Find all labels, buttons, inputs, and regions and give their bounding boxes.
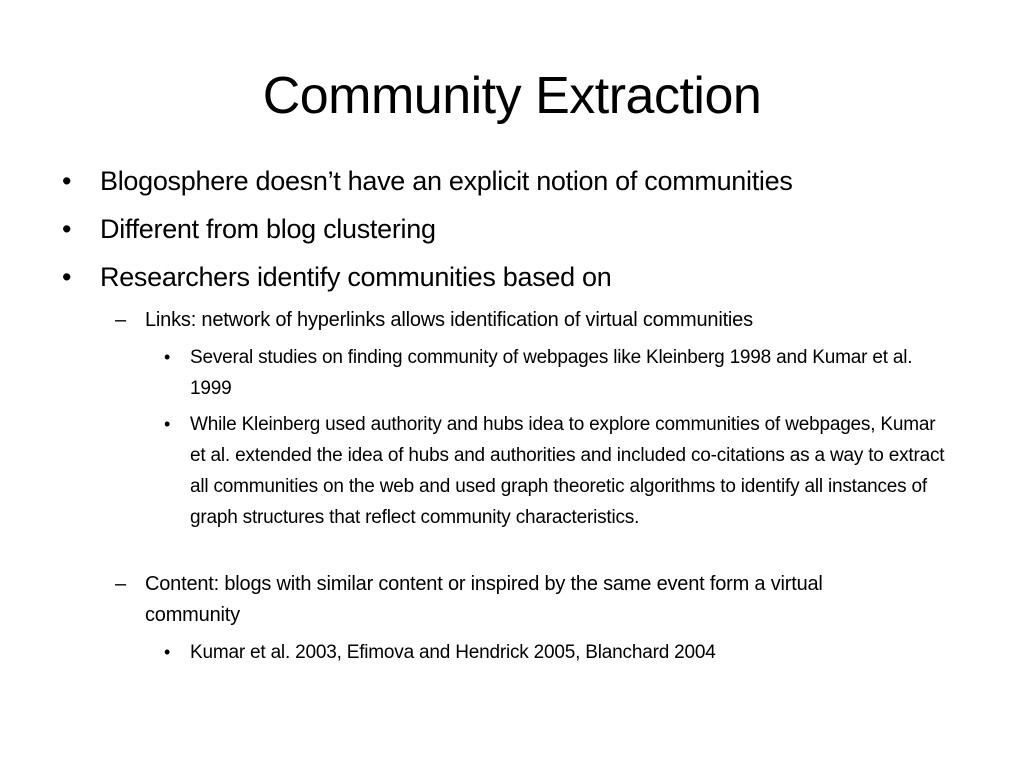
- bullet-marker: •: [164, 414, 171, 434]
- bullet-text: Researchers identify communities based on: [100, 262, 612, 292]
- sub-sub-bullet: [164, 637, 954, 668]
- sub-bullet-text: Content: blogs with similar content or inspired by the same event form a virtual community: [145, 573, 823, 626]
- sub-sub-bullet-text: Kumar et al. 2003, Efimova and Hendrick 2005, Blanchard 2004: [190, 642, 716, 663]
- bullet-marker: •: [62, 262, 72, 292]
- sub-sub-bullet-text: Several studies on finding community of webpages like Kleinberg 1998 and Kumar et al. 1999: [190, 347, 913, 399]
- bullet-item: [62, 157, 982, 205]
- dash-marker: –: [115, 309, 127, 331]
- dash-marker: –: [115, 573, 127, 595]
- bullet-marker: •: [62, 166, 72, 196]
- bullet-marker: •: [62, 214, 72, 244]
- sub-bullet-links: [115, 305, 975, 336]
- sub-sub-bullet: [164, 342, 954, 404]
- sub-bullet-text: Links: network of hyperlinks allows identification of virtual communities: [145, 309, 753, 331]
- sub-sub-bullet: [164, 409, 954, 533]
- bullet-item: [62, 253, 982, 301]
- bullet-marker: •: [164, 347, 171, 367]
- bullet-marker: •: [164, 642, 171, 662]
- bullet-item: [62, 205, 982, 253]
- sub-bullet-content: [115, 569, 915, 631]
- slide-title: Community Extraction: [262, 67, 762, 125]
- sub-sub-bullet-text: While Kleinberg used authority and hubs idea to explore communities of webpages, Kumar et al. extended the idea of hubs and authorities and included co-citations as a way to extract all communities on the web and used graph theoretic algorithms to identify all instances of graph structures that reflect community characteristics.: [190, 414, 945, 528]
- bullet-text: Different from blog clustering: [100, 214, 436, 244]
- bullet-text: Blogosphere doesn’t have an explicit notion of communities: [100, 166, 793, 196]
